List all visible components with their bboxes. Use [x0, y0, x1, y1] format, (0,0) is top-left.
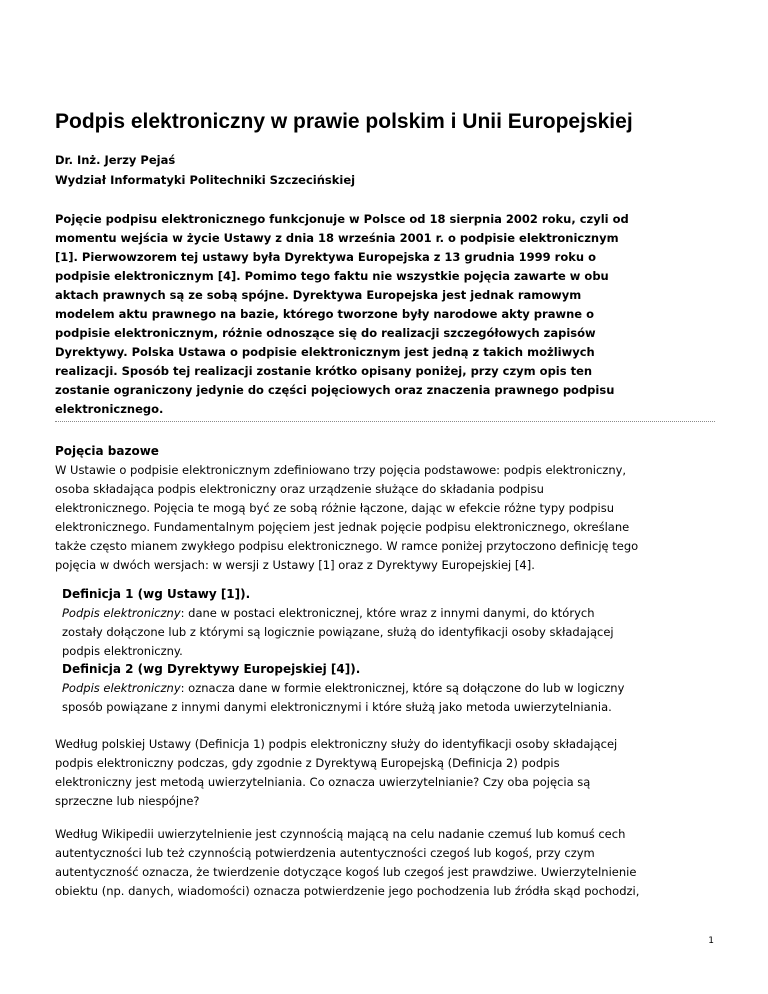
definition-2: [62, 660, 624, 717]
paragraph-2: [55, 735, 617, 811]
abstract-line: realizacji. Sposób tej realizacji zostanie krótko opisany poniżej, przy czym opis ten: [55, 364, 593, 378]
paragraph-line: elektronicznego. Fundamentalnym pojęciem jest jednak pojęcie podpisu elektronicznego, określane: [55, 520, 630, 534]
paragraph-line: Według polskiej Ustawy (Definicja 1) podpis elektroniczny służy do identyfikacji osoby składającej: [55, 737, 618, 751]
definition-term: Podpis elektroniczny: [62, 681, 181, 695]
paragraph-line: autentyczność oznacza, że twierdzenie dotyczące kogoś lub czegoś jest prawdziwe. Uwierzytelnienie: [55, 865, 637, 879]
paragraph-line: podpis elektroniczny podczas, gdy zgodnie z Dyrektywą Europejską (Definicja 2) podpis: [55, 756, 560, 770]
definition-text: : dane w postaci elektronicznej, które wraz z innymi danymi, do których: [180, 606, 595, 620]
paragraph-line: Według Wikipedii uwierzytelnienie jest czynnością mającą na celu nadanie czemuś lub komuś cech: [55, 827, 626, 841]
abstract-line: podpisie elektronicznym, różnie odnoszące się do realizacji szczegółowych zapisów: [55, 326, 596, 340]
paragraph-line: sprzeczne lub niespójne?: [55, 794, 200, 808]
abstract-line: [1]. Pierwowzorem tej ustawy była Dyrektywa Europejska z 13 grudnia 1999 roku o: [55, 250, 596, 264]
definition-title: Definicja 1 (wg Ustawy [1]).: [62, 587, 251, 601]
paragraph-line: elektronicznego. Pojęcia te mogą być ze sobą różnie łączone, dając w efekcie różne typy podpisu: [55, 501, 615, 515]
definition-line: zostały dołączone lub z którymi są logicznie powiązane, służą do identyfikacji osoby składającej: [62, 625, 614, 639]
paragraph-line: obiektu (np. danych, wiadomości) oznacza potwierdzenie jego pochodzenia lub źródła skąd pochodzi,: [55, 884, 640, 898]
document-title: Podpis elektroniczny w prawie polskim i Unii Europejskiej: [55, 110, 633, 133]
definition-line: sposób powiązane z innymi danymi elektronicznymi i które służą jako metoda uwierzytelniania.: [62, 700, 612, 714]
abstract-line: momentu wejścia w życie Ustawy z dnia 18 września 2001 r. o podpisie elektronicznym: [55, 231, 619, 245]
author-affiliation: Wydział Informatyki Politechniki Szczecińskiej: [55, 173, 356, 187]
paragraph-line: autentyczności lub też czynnością potwierdzenia autentyczności czegoś lub kogoś, przy czym: [55, 846, 595, 860]
abstract-line: elektronicznego.: [55, 402, 164, 416]
abstract-paragraph: [55, 210, 720, 419]
abstract-line: aktach prawnych są ze sobą spójne. Dyrektywa Europejska jest jednak ramowym: [55, 288, 582, 302]
paragraph-line: pojęcia w dwóch wersjach: w wersji z Ustawy [1] oraz z Dyrektywy Europejskiej [4].: [55, 558, 535, 572]
page-number: 1: [708, 936, 714, 946]
definition-line: podpis elektroniczny.: [62, 644, 183, 658]
abstract-line: Dyrektywy. Polska Ustawa o podpisie elektronicznym jest jedną z takich możliwych: [55, 345, 595, 359]
definition-line: [62, 604, 614, 623]
paragraph-line: osoba składająca podpis elektroniczny oraz urządzenie służące do składania podpisu: [55, 482, 544, 496]
definition-term: Podpis elektroniczny: [62, 606, 181, 620]
paragraph-3: [55, 825, 639, 901]
definition-title: Definicja 2 (wg Dyrektywy Europejskiej [4]).: [62, 662, 361, 676]
abstract-line: zostanie ograniczony jedynie do części pojęciowych oraz znaczenia prawnego podpisu: [55, 383, 615, 397]
definition-line: [62, 679, 624, 698]
paragraph-line: także często mianem zwykłego podpisu elektronicznego. W ramce poniżej przytoczono definicję tego: [55, 539, 639, 553]
dotted-divider: [55, 421, 715, 422]
abstract-line: Pojęcie podpisu elektronicznego funkcjonuje w Polsce od 18 sierpnia 2002 roku, czyli od: [55, 212, 629, 226]
paragraph-line: W Ustawie o podpisie elektronicznym zdefiniowano trzy pojęcia podstawowe: podpis elektroniczny,: [55, 463, 627, 477]
definition-text: : oznacza dane w formie elektronicznej, które są dołączone do lub w logiczny: [180, 681, 625, 695]
definition-1: [62, 585, 614, 661]
paragraph-line: elektroniczny jest metodą uwierzytelniania. Co oznacza uwierzytelnianie? Czy oba pojęcia są: [55, 775, 591, 789]
abstract-line: podpisie elektronicznym [4]. Pomimo tego faktu nie wszystkie pojęcia zawarte w obu: [55, 269, 609, 283]
abstract-line: modelem aktu prawnego na bazie, którego tworzone były narodowe akty prawne o: [55, 307, 594, 321]
author-block: [55, 150, 355, 190]
section-heading: Pojęcia bazowe: [55, 444, 159, 458]
section-intro-paragraph: [55, 461, 638, 575]
author-name: Dr. Inż. Jerzy Pejaś: [55, 153, 176, 167]
